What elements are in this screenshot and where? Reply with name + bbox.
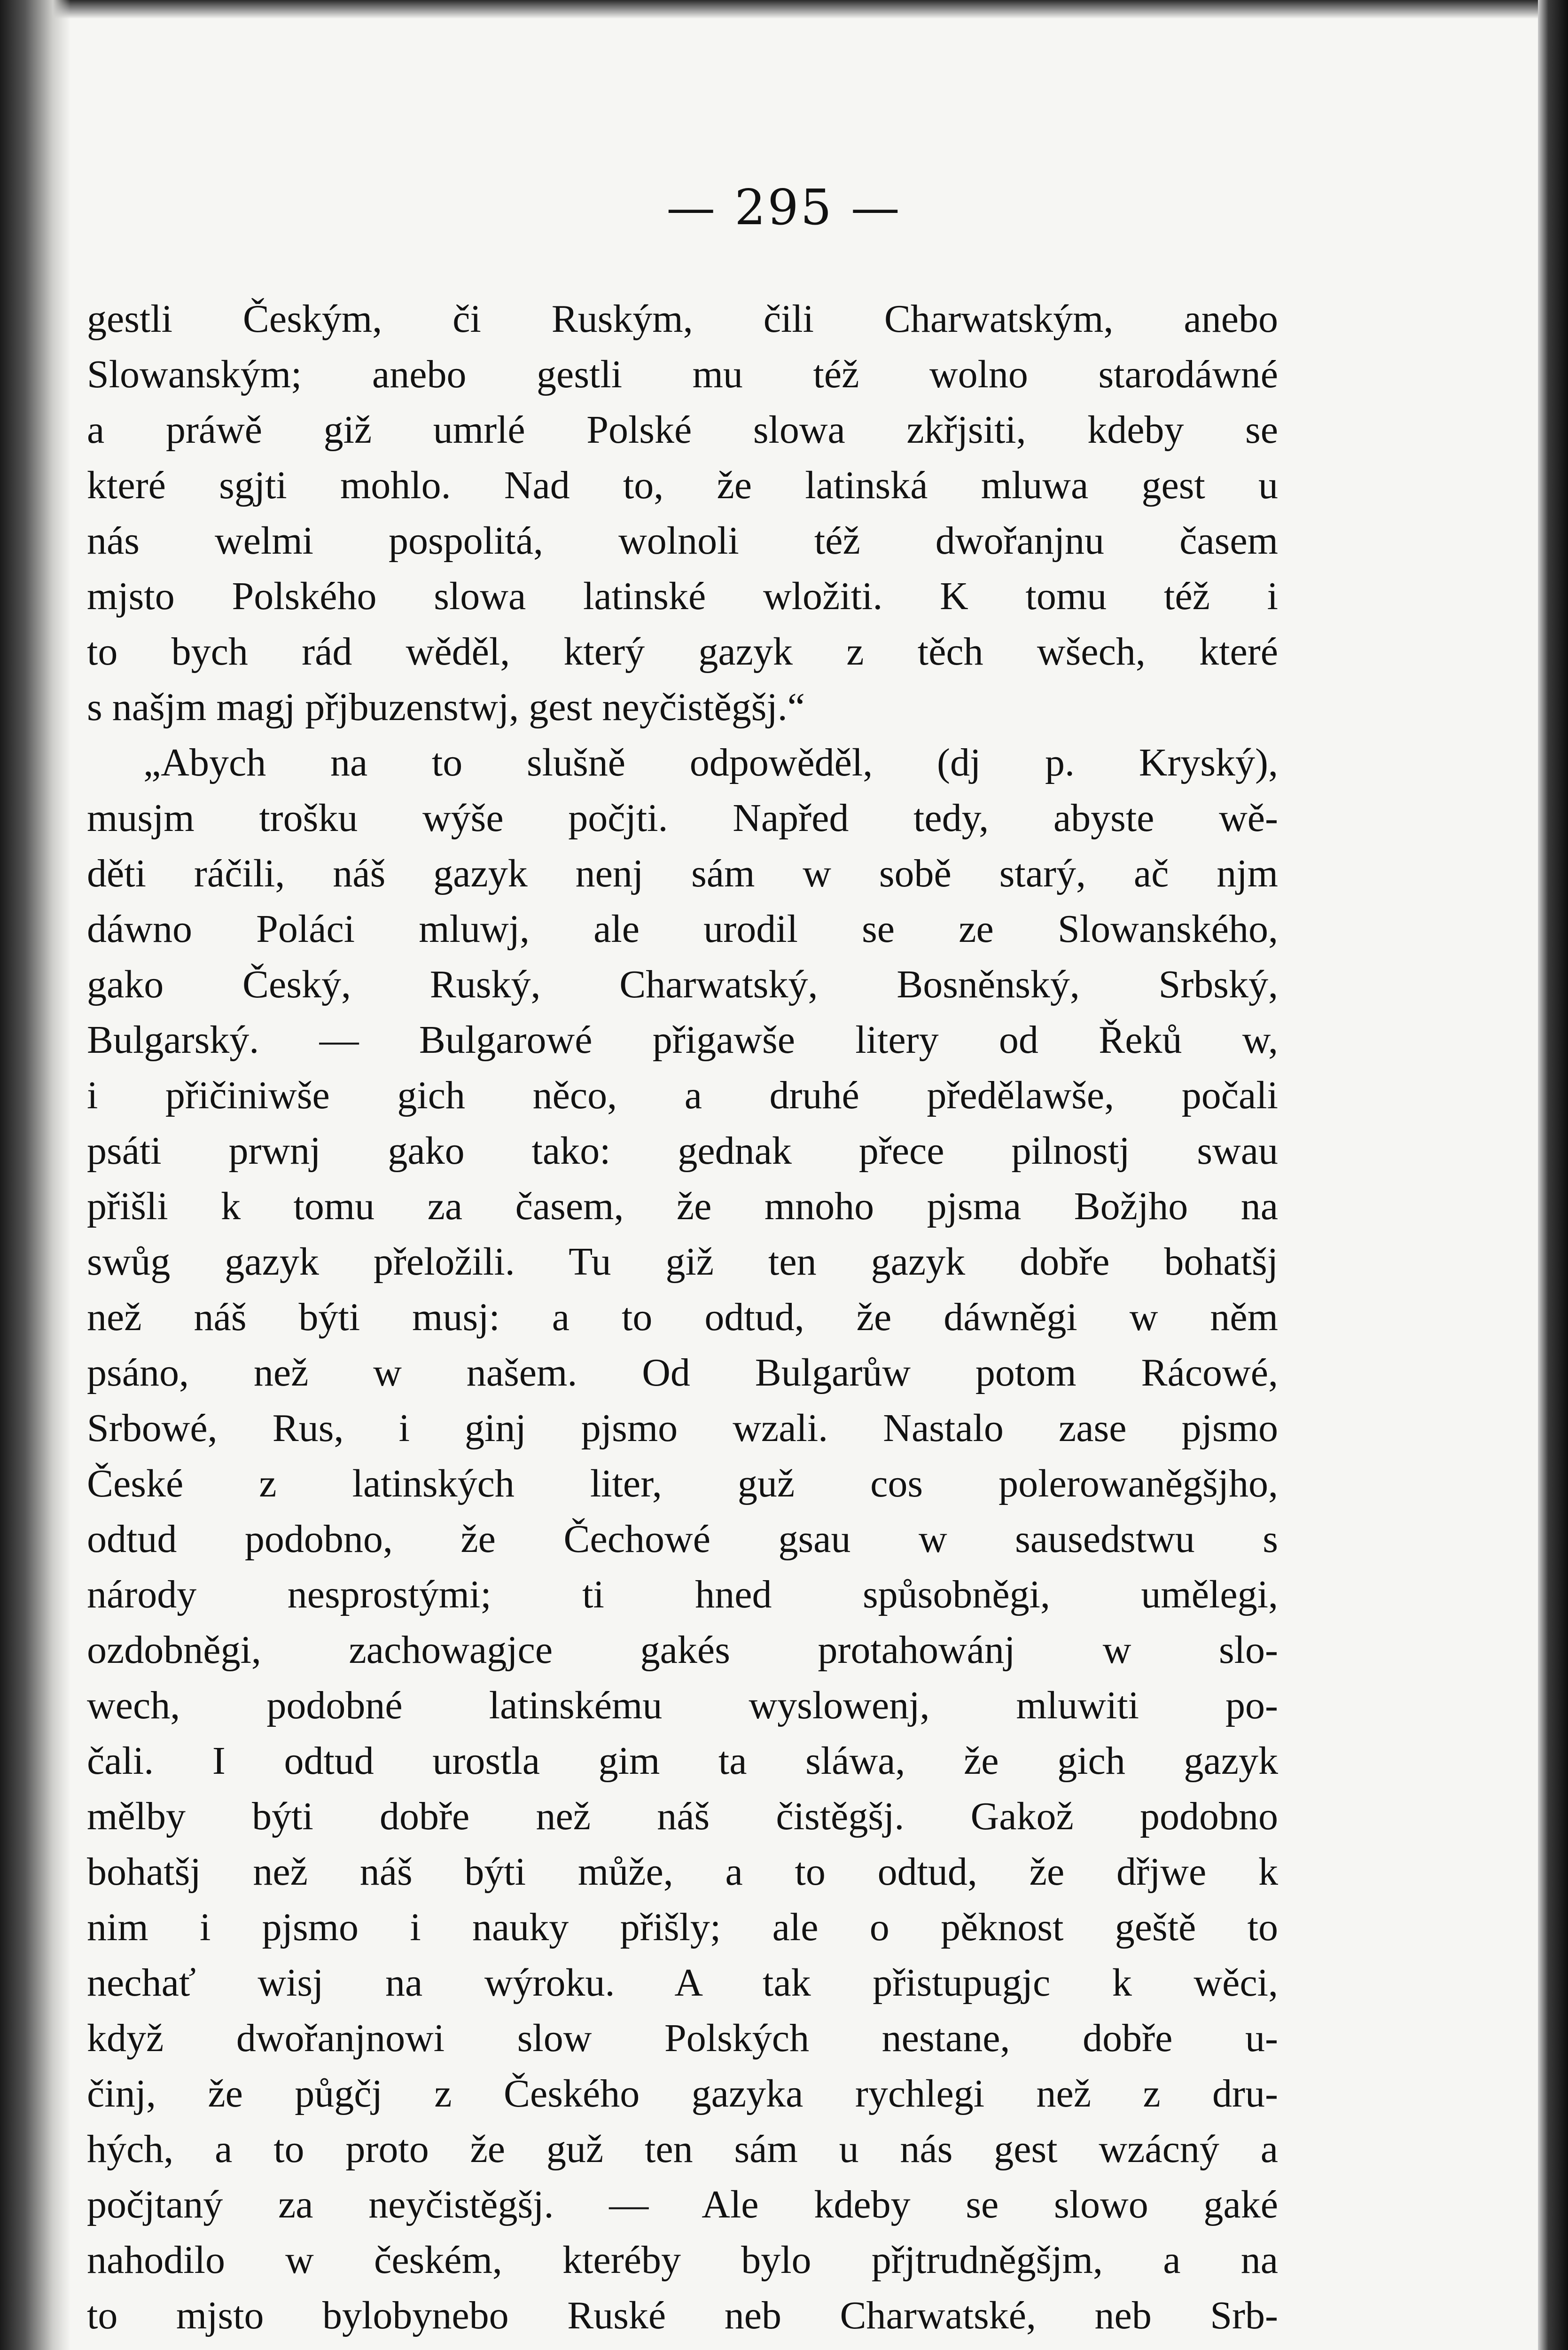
scan-top-edge — [0, 0, 1568, 19]
page-number: — 295 — — [666, 179, 902, 236]
text-line: mjsto Polského slowa latinské wložiti. K tomu též i — [87, 574, 1278, 618]
text-line: gako Český, Ruský, Charwatský, Bosněnský, Srbský, — [87, 963, 1278, 1006]
text-line: to mjsto bylobynebo Ruské neb Charwatské, neb Srb- — [87, 2294, 1278, 2337]
text-line: gestli Českým, či Ruským, čili Charwatským, anebo — [87, 297, 1278, 341]
text-line: nechať wisj na wýroku. A tak přistupugjc k wěci, — [87, 1961, 1278, 2005]
text-line: Bulgarský. — Bulgarowé přigawše litery od Řeků w, — [87, 1018, 1278, 1062]
text-line: to bych rád wěděl, který gazyk z těch wšech, které — [87, 630, 1278, 674]
text-line: činj, že půgčj z Českého gazyka rychlegi než z dru- — [87, 2072, 1278, 2115]
text-line: nás welmi pospolitá, wolnoli též dwořanjnu časem — [87, 519, 1278, 563]
text-line: které sgjti mohlo. Nad to, že latinská mluwa gest u — [87, 463, 1278, 507]
text-line: počjtaný za neyčistěgšj. — Ale kdeby se slowo gaké — [87, 2183, 1278, 2226]
text-line: wech, podobné latinskému wyslowenj, mluwiti po- — [87, 1684, 1278, 1727]
text-line: i přičiniwše gich něco, a druhé předělawše, počali — [87, 1073, 1278, 1117]
text-line: národy nesprostými; ti hned spůsobněgi, umělegi, — [87, 1573, 1278, 1616]
text-line: čali. I odtud urostla gim ta sláwa, že gich gazyk — [87, 1739, 1278, 1783]
text-line: bohatšj než náš býti může, a to odtud, že dřjwe k — [87, 1850, 1278, 1894]
body-text — [87, 291, 1278, 2343]
scan-right-edge — [1538, 0, 1568, 2350]
text-line: odtud podobno, že Čechowé gsau w sausedstwu s — [87, 1517, 1278, 1561]
text-line: nim i pjsmo i nauky přišly; ale o pěknost geště to — [87, 1905, 1278, 1949]
text-line: než náš býti musj: a to odtud, že dáwněgi w něm — [87, 1295, 1278, 1339]
text-line: psáno, než w našem. Od Bulgarůw potom Rácowé, — [87, 1351, 1278, 1394]
text-line: přišli k tomu za časem, že mnoho pjsma Božjho na — [87, 1184, 1278, 1228]
text-line: ozdobněgi, zachowagjce gakés protahowánj w slo- — [87, 1628, 1278, 1672]
text-line: psáti prwnj gako tako: gednak přece pilnostj swau — [87, 1129, 1278, 1173]
text-line: děti ráčili, náš gazyk nenj sám w sobě starý, ač njm — [87, 852, 1278, 895]
text-line: mělby býti dobře než náš čistěgšj. Gakož podobno — [87, 1794, 1278, 1838]
text-line: když dwořanjnowi slow Polských nestane, dobře u- — [87, 2016, 1278, 2060]
text-line: Slowanským; anebo gestli mu též wolno starodáwné — [87, 352, 1278, 396]
text-line: musjm trošku wýše počjti. Napřed tedy, abyste wě- — [87, 796, 1278, 840]
scan-gutter-shadow — [0, 0, 70, 2350]
text-line: dáwno Poláci mluwj, ale urodil se ze Slowanského, — [87, 907, 1278, 951]
text-line: s našjm magj přjbuzenstwj, gest neyčistěgšj.“ — [87, 685, 805, 729]
text-line: a práwě giž umrlé Polské slowa zkřjsiti, kdeby se — [87, 408, 1278, 452]
text-line: nahodilo w českém, kteréby bylo přjtrudněgšjm, a na — [87, 2238, 1278, 2282]
text-line: Srbowé, Rus, i ginj pjsmo wzali. Nastalo zase pjsmo — [87, 1406, 1278, 1450]
text-line: „Abych na to slušně odpowěděl, (dj p. Kryský), — [143, 741, 1278, 784]
text-line: České z latinských liter, guž cos polerowaněgšjho, — [87, 1462, 1278, 1505]
text-line: swůg gazyk přeložili. Tu giž ten gazyk dobře bohatšj — [87, 1240, 1278, 1284]
text-line: hých, a to proto že guž ten sám u nás gest wzácný a — [87, 2127, 1278, 2171]
